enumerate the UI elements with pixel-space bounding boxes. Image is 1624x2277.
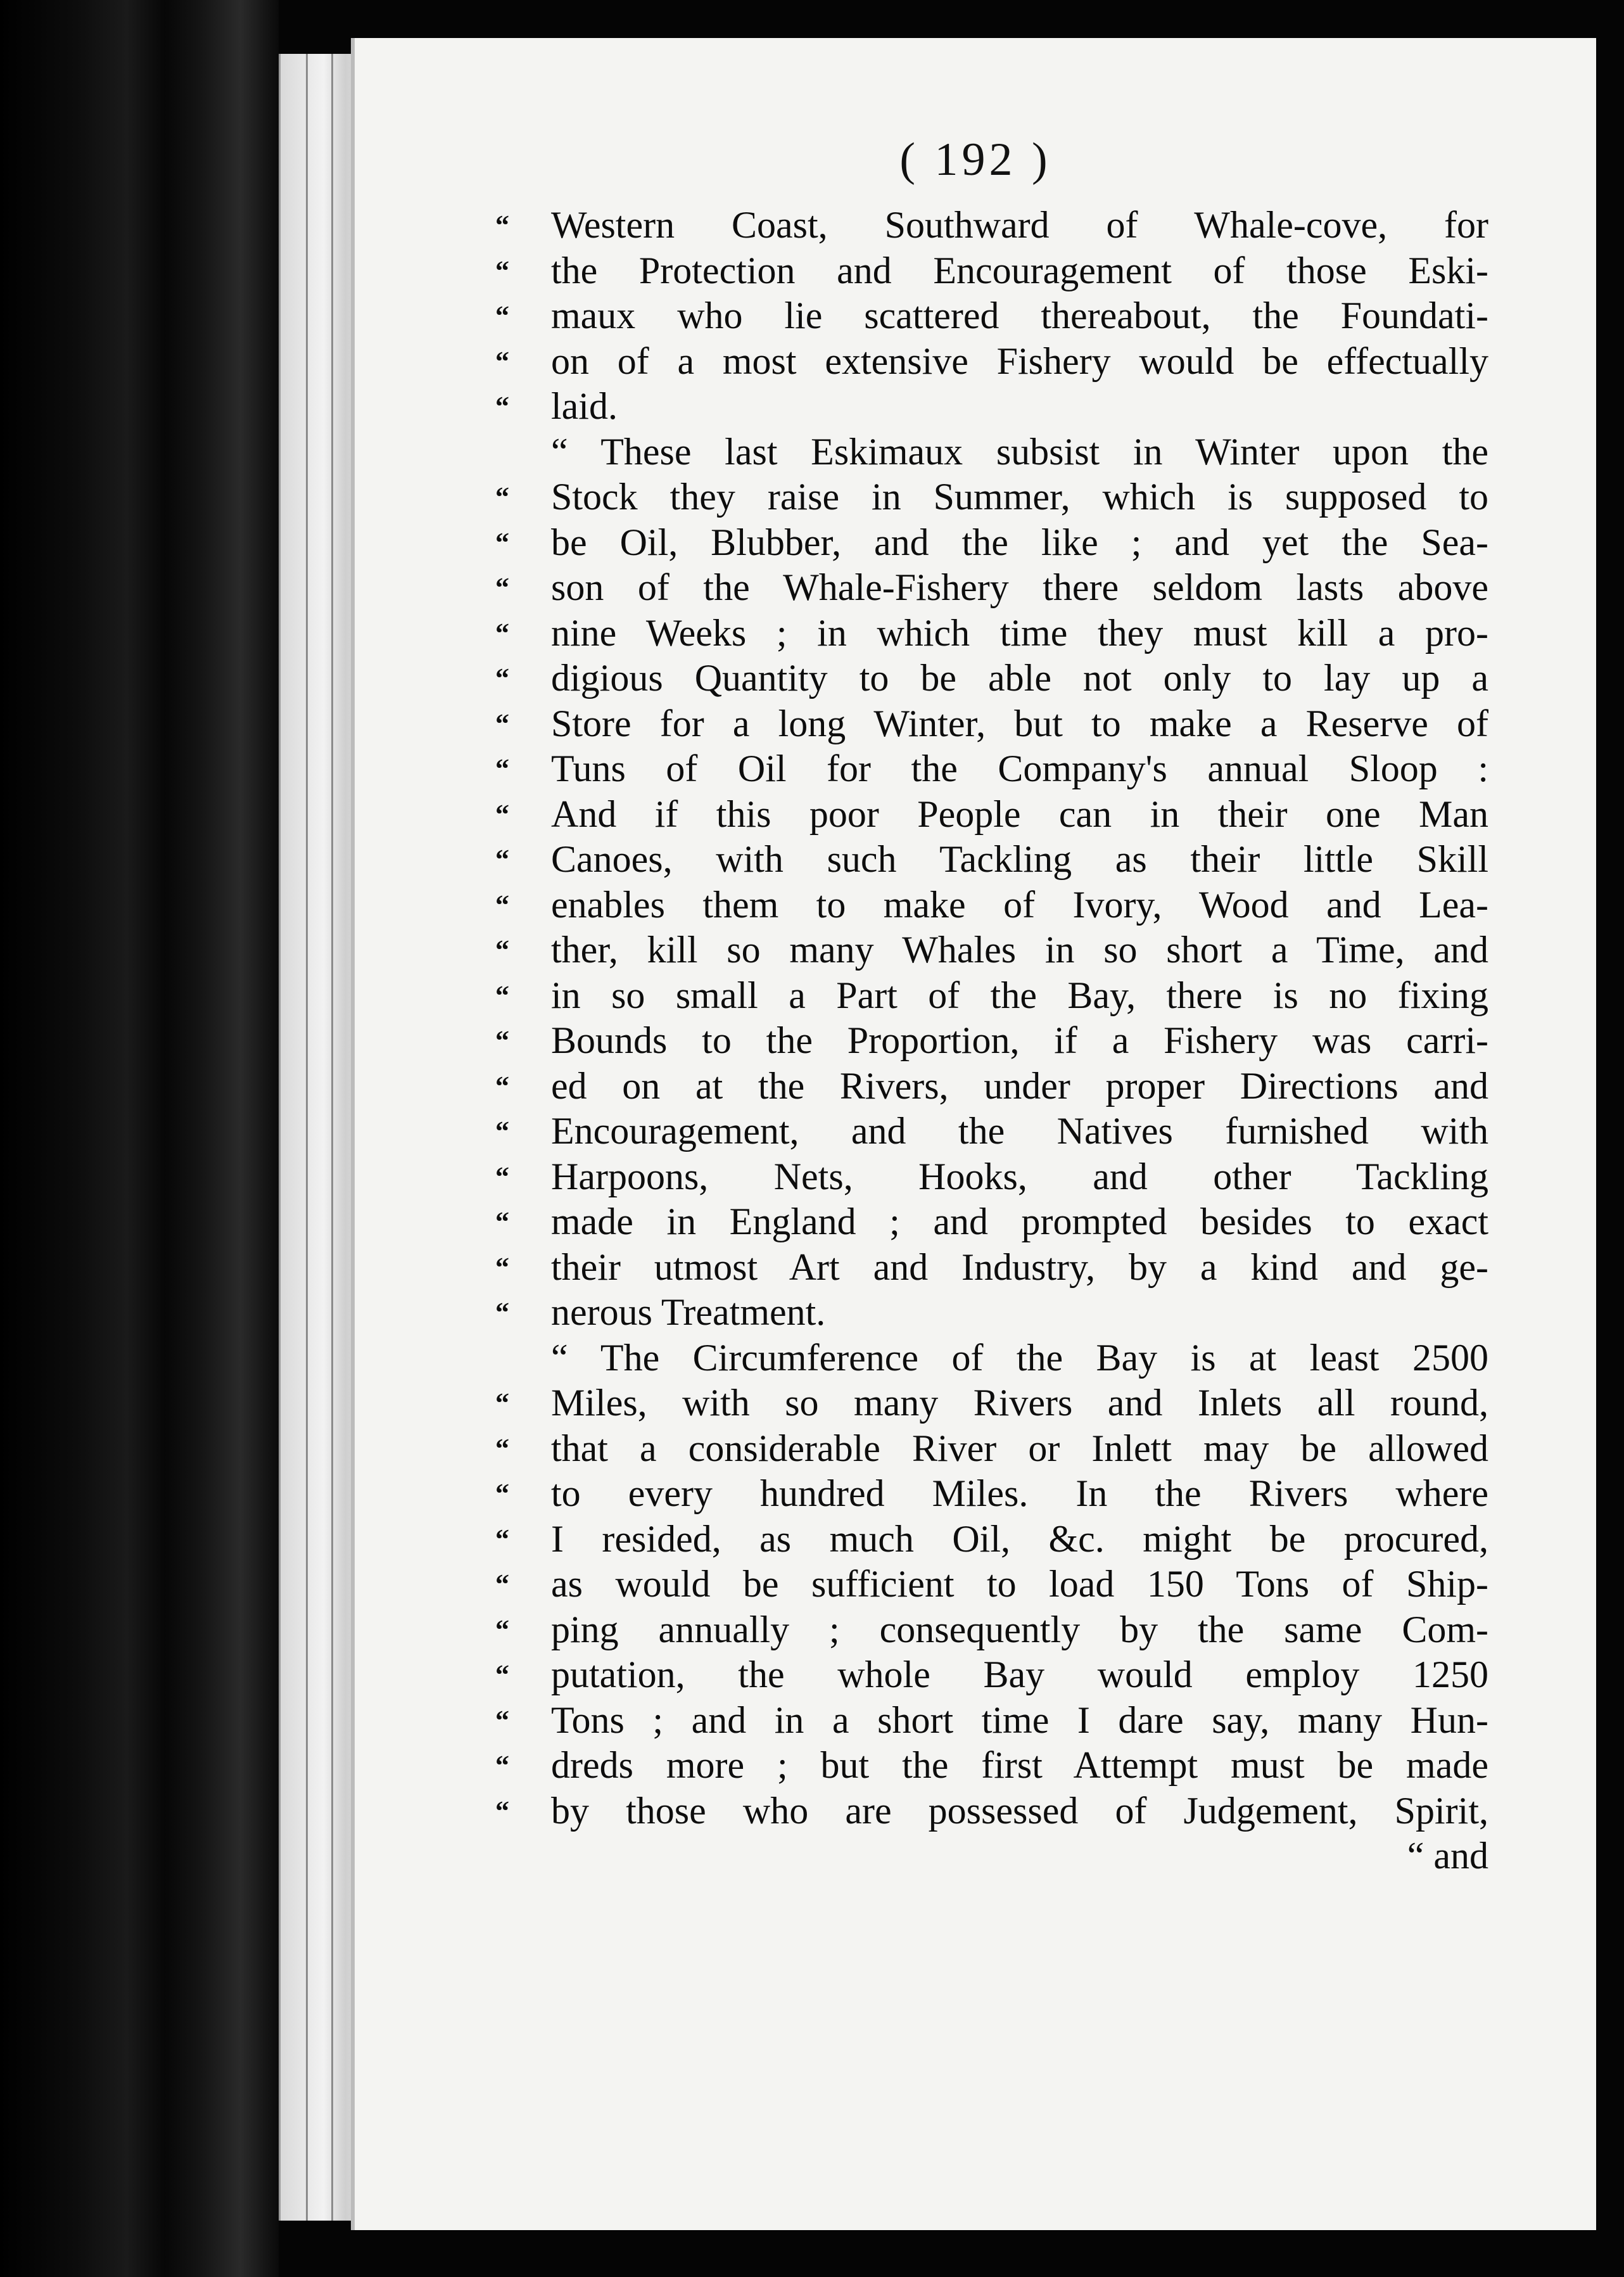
marginal-quote-mark: “ [495,617,509,649]
book-page [355,38,1596,2230]
text-line [495,746,1488,792]
text-line [495,1743,1488,1789]
text-line [495,1517,1488,1562]
line-text: their utmost Art and Industry, by a kind and ge- [551,1246,1488,1288]
line-text: son of the Whale-Fishery there seldom lasts above [551,566,1488,608]
marginal-quote-mark: “ [495,345,509,377]
text-line [495,1018,1488,1064]
line-text: Canoes, with such Tackling as their little Skill [551,838,1488,880]
line-text: on of a most extensive Fishery would be effectually [551,340,1488,382]
page-number: ( 192 ) [899,134,1051,186]
marginal-quote-mark: “ [495,1206,509,1237]
text-line [495,701,1488,747]
text-line [495,1381,1488,1426]
text-line [495,928,1488,973]
marginal-quote-mark: “ [495,753,509,784]
text-line [495,792,1488,838]
marginal-quote-mark: “ [495,1704,509,1736]
marginal-quote-mark: “ [495,255,509,286]
text-line [495,203,1488,248]
text-line [495,1290,1488,1336]
marginal-quote-mark: “ [495,1116,509,1147]
marginal-quote-mark: “ [495,1025,509,1056]
line-text: in so small a Part of the Bay, there is no fixing [551,974,1488,1016]
marginal-quote-mark: “ [495,391,509,422]
text-line [495,384,1488,430]
line-text: nine Weeks ; in which time they must kill a pro- [551,611,1488,654]
line-text: Bounds to the Proportion, if a Fishery was carri- [551,1019,1488,1061]
marginal-quote-mark: “ [495,210,509,241]
marginal-quote-mark: “ [495,572,509,603]
line-text: Encouragement, and the Natives furnished with [551,1110,1488,1152]
marginal-quote-mark: “ [495,1750,509,1781]
line-text: the Protection and Encouragement of those Eski- [551,249,1488,291]
text-line [495,248,1488,294]
line-text: laid. [551,385,618,427]
marginal-quote-mark: “ [495,1659,509,1690]
marginal-quote-mark: “ [495,526,509,558]
marginal-quote-mark: “ [495,1251,509,1283]
line-text: I resided, as much Oil, &c. might be procured, [551,1517,1488,1560]
text-line [495,1426,1488,1472]
line-text: ed on at the Rivers, under proper Directions and [551,1064,1488,1107]
text-line [495,1562,1488,1607]
text-line [495,656,1488,701]
marginal-quote-mark: “ [495,979,509,1011]
line-text: that a considerable River or Inlett may be allowed [551,1427,1488,1469]
line-text: made in England ; and prompted besides to exact [551,1201,1488,1242]
marginal-quote-mark: “ [495,844,509,875]
marginal-quote-mark: “ [495,663,509,694]
line-text: Western Coast, Southward of Whale-cove, for [551,204,1488,246]
line-text: nerous Treatment. [551,1291,826,1333]
text-line [495,565,1488,611]
page-text-block [495,203,1488,1879]
text-line [495,475,1488,520]
marginal-quote-mark: “ [495,1432,509,1464]
marginal-quote-mark: “ [495,798,509,830]
text-line [495,1471,1488,1517]
marginal-quote-mark: “ [495,1614,509,1645]
line-text: be Oil, Blubber, and the like ; and yet the Sea- [551,521,1488,563]
text-line [495,520,1488,566]
text-line [495,837,1488,883]
marginal-quote-mark: “ [495,1569,509,1600]
text-line [495,293,1488,339]
line-text: by those who are possessed of Judgement, Spirit, [551,1789,1488,1832]
text-line [551,430,1488,475]
marginal-quote-mark: “ [495,300,509,331]
text-line [495,1652,1488,1698]
line-text: Tons ; and in a short time I dare say, many Hun- [551,1699,1488,1741]
marginal-quote-mark: “ [495,708,509,739]
text-line [495,1199,1488,1245]
marginal-quote-mark: “ [495,482,509,513]
marginal-quote-mark: “ [495,1523,509,1555]
text-line [495,611,1488,656]
text-line [495,1109,1488,1154]
marginal-quote-mark: “ [495,1478,509,1509]
line-text: “ These last Eskimaux subsist in Winter upon the [551,430,1488,473]
line-text: Miles, with so many Rivers and Inlets all round, [551,1382,1488,1424]
marginal-quote-mark: “ [495,1795,509,1827]
marginal-quote-mark: “ [495,889,509,921]
line-text: ther, kill so many Whales in so short a Time, and [551,929,1488,971]
line-text: enables them to make of Ivory, Wood and Lea- [551,883,1488,926]
text-line [495,1607,1488,1653]
line-text: putation, the whole Bay would employ 1250 [551,1654,1488,1695]
line-text: dreds more ; but the first Attempt must be made [551,1744,1488,1786]
line-text: Store for a long Winter, but to make a Reserve of [551,702,1488,744]
line-text: “ The Circumference of the Bay is at least 2500 [551,1336,1488,1379]
text-line [495,1698,1488,1744]
text-line [551,1336,1488,1381]
marginal-quote-mark: “ [495,934,509,966]
line-text: Tuns of Oil for the Company's annual Sloop : [551,748,1488,789]
line-text: ping annually ; consequently by the same Com- [551,1608,1488,1650]
marginal-quote-mark: “ [495,1070,509,1102]
marginal-quote-mark: “ [495,1387,509,1419]
line-text: as would be sufficient to load 150 Tons of Ship- [551,1563,1488,1605]
text-line [495,883,1488,928]
line-text: maux who lie scattered thereabout, the Foundati- [551,295,1488,336]
line-text: Stock they raise in Summer, which is supposed to [551,476,1488,518]
text-line [495,1064,1488,1109]
marginal-quote-mark: “ [495,1297,509,1328]
line-text: digious Quantity to be able not only to lay up a [551,657,1488,699]
marginal-quote-mark: “ [495,1161,509,1192]
line-text: Harpoons, Nets, Hooks, and other Tackling [551,1155,1488,1197]
text-line [495,1245,1488,1291]
catchword: “ and [1407,1835,1488,1877]
text-line [495,339,1488,385]
line-text: to every hundred Miles. In the Rivers where [551,1472,1488,1514]
line-text: And if this poor People can in their one Man [551,793,1488,835]
text-line [495,1789,1488,1834]
text-line [495,973,1488,1019]
text-line [495,1154,1488,1200]
book-binding-edge [0,0,279,2277]
